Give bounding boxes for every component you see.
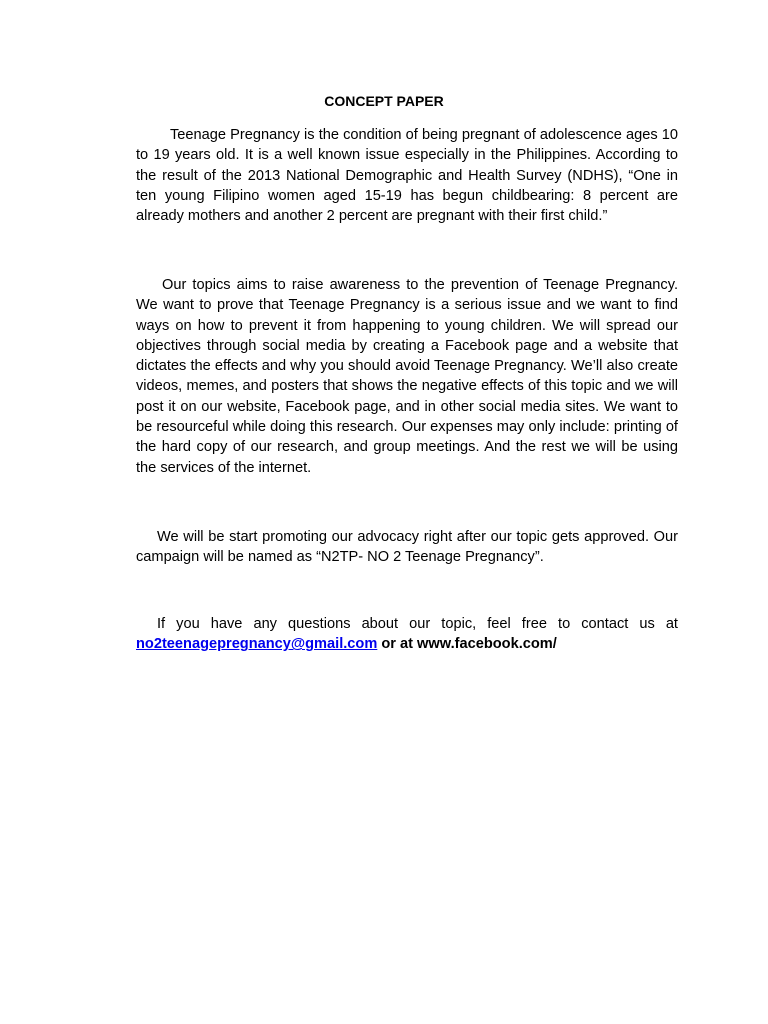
paragraph-objectives [136,275,678,478]
paragraph-intro [136,125,678,226]
page-title: CONCEPT PAPER [324,93,444,109]
contact-email-link[interactable]: no2teenagepregnancy@gmail.com [136,636,378,653]
paragraph-intro-text: Teenage Pregnancy is the condition of being pregnant of adolescence ages 10 to 19 years old. It is a well known issue especially in the Philippines. According to the result of the 2013 National Demographic and Health Survey (NDHS), “One in ten young Filipino women aged 15-19 has begun childbearing: 8 percent are already mothers and another 2 percent are pregnant with their first child.” [136,127,678,225]
contact-lead-text: If you have any questions about our topic, feel free to contact us at [157,616,678,632]
contact-facebook-text: or at www.facebook.com/ [381,636,557,653]
paragraph-objectives-text: Our topics aims to raise awareness to the prevention of Teenage Pregnancy. We want to prove that Teenage Pregnancy is a serious issue and we want to find ways on how to prevent it from happening to young children. We will spread our objectives through social media by creating a Facebook page and a website that dictates the effects and why you should avoid Teenage Pregnancy. We’ll also create videos, memes, and posters that shows the negative effects of this topic and we will post it on our website, Facebook page, and in other social media sites. We want to be resourceful while doing this research. Our expenses may only include: printing of the hard copy of our research, and group meetings. And the rest we will be using the services of the internet. [136,277,678,476]
paragraph-campaign [136,527,678,568]
paragraph-contact [136,614,678,655]
paragraph-campaign-text: We will be start promoting our advocacy right after our topic gets approved. Our campaign will be named as “N2TP- NO 2 Teenage Pregnancy”. [136,529,678,566]
